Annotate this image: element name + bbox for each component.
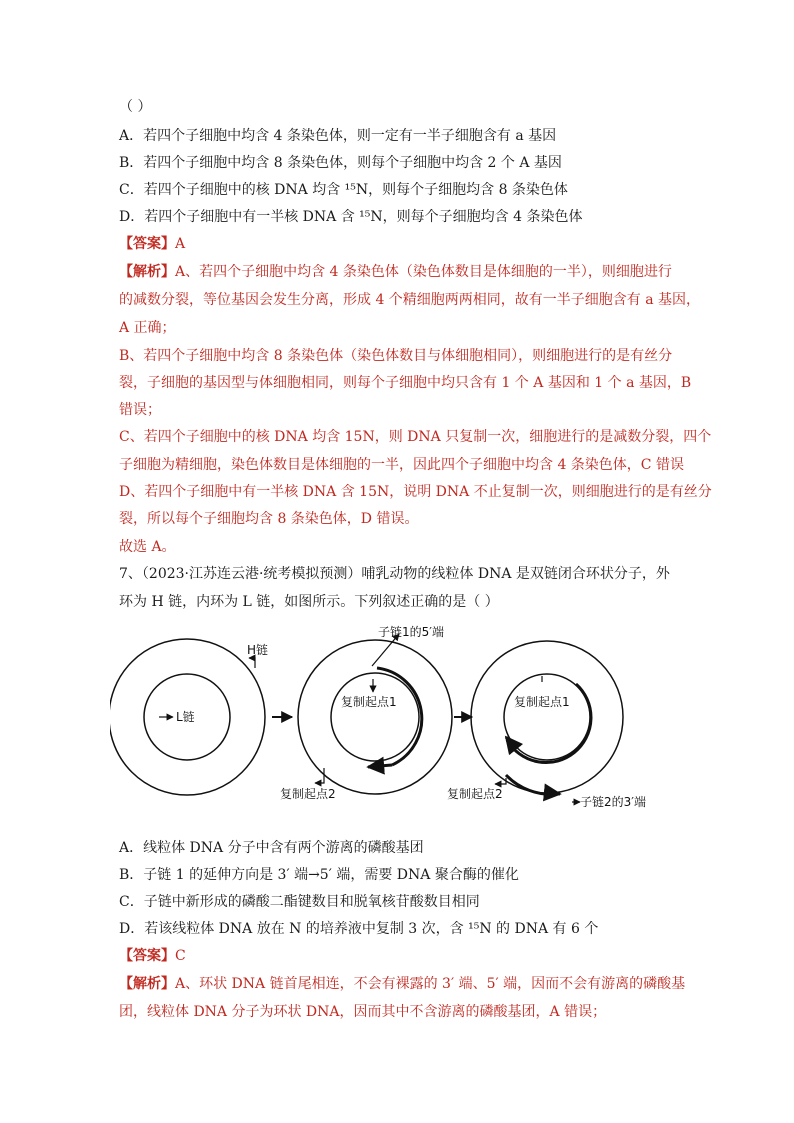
q7-stem-line2: 环为 H 链，内环为 L 链，如图所示。下列叙述正确的是（ ） [119, 594, 499, 610]
q6-analysis-line: C、若四个子细胞中的核 DNA 均含 15N，则 DNA 只复制一次，细胞进行的是减数分裂，四个 [119, 429, 712, 445]
h-chain-label: H链 [247, 643, 269, 657]
q6-option-b: B．若四个子细胞中均含 8 条染色体，则每个子细胞中均含 2 个 A 基因 [119, 155, 562, 171]
analysis-label: 【解析】 [119, 264, 175, 280]
q6-analysis-line: 裂，子细胞的基因型与体细胞相同，则每个子细胞中均只含有 1 个 A 基因和 1 个 a 基因，B [119, 375, 692, 391]
q7-analysis-line [119, 974, 685, 994]
l-chain-circle-2 [331, 673, 419, 761]
origin1-label: 复制起点1 [341, 695, 397, 709]
q7-option-b: B．子链 1 的延伸方向是 3′ 端→5′ 端，需要 DNA 聚合酶的催化 [119, 867, 519, 883]
q6-analysis-line: B、若四个子细胞中均含 8 条染色体（染色体数目与体细胞相同），则细胞进行的是有丝分 [119, 348, 673, 364]
q6-option-c: C．若四个子细胞中的核 DNA 均含 ¹⁵N，则每个子细胞均含 8 条染色体 [119, 182, 568, 198]
q6-option-a: A．若四个子细胞中均含 4 条染色体，则一定有一半子细胞含有 a 基因 [119, 128, 557, 144]
h-chain-circle-3 [471, 641, 623, 793]
chain2-3end-label: 子链2的3′端 [580, 795, 646, 809]
q6-analysis-line: D、若四个子细胞中有一半核 DNA 含 15N，说明 DNA 不止复制一次，则细胞进行的是有丝分 [119, 484, 712, 500]
q6-conclusion: 故选 A。 [119, 539, 176, 555]
q6-option-d: D．若四个子细胞中有一半核 DNA 含 ¹⁵N，则每个子细胞均含 4 条染色体 [119, 209, 583, 225]
chain1-5end-label: 子链1的5′端 [378, 625, 444, 639]
q7-analysis-line: 团，线粒体 DNA 分子为环状 DNA，因而其中不含游离的磷酸基团，A 错误； [119, 1004, 607, 1020]
q6-answer [119, 234, 185, 254]
l-chain-label: L链 [176, 710, 195, 724]
q7-option-c: C．子链中新形成的磷酸二酯键数目和脱氧核苷酸数目相同 [119, 894, 480, 910]
q7-answer [119, 946, 186, 966]
q7-option-d: D．若该线粒体 DNA 放在 N 的培养液中复制 3 次，含 ¹⁵N 的 DNA 有 6 个 [119, 921, 599, 937]
q6-analysis-line: 裂，所以每个子细胞均含 8 条染色体，D 错误。 [119, 511, 419, 527]
mtdna-replication-figure [110, 620, 690, 835]
q7-option-a: A．线粒体 DNA 分子中含有两个游离的磷酸基团 [119, 840, 424, 856]
origin2-label: 复制起点2 [280, 787, 336, 801]
q6-stem-tail: （ ） [119, 99, 152, 115]
daughter-chain-1-head [368, 765, 392, 767]
daughter-chain-2-head [550, 793, 560, 794]
answer-label: 【答案】 [119, 236, 175, 252]
analysis-text: A、环状 DNA 链首尾相连，不会有裸露的 3′ 端、5′ 端，因而不会有游离的磷酸基 [175, 976, 686, 992]
q6-analysis-line: 子细胞为精细胞，染色体数目是体细胞的一半，因此四个子细胞中均含 4 条染色体，C 错误 [119, 457, 684, 473]
q6-analysis-line: A 正确； [119, 320, 176, 336]
h-pointer-arrow [249, 658, 255, 668]
q6-analysis-line [119, 262, 672, 282]
answer-value: C [175, 948, 186, 964]
daughter-chain-1 [377, 668, 422, 765]
q6-analysis-line: 的减数分裂，等位基因会发生分离，形成 4 个精细胞两两相同，故有一半子细胞含有 a 基因， [119, 292, 701, 308]
origin1b-label: 复制起点1 [514, 695, 570, 709]
analysis-label: 【解析】 [119, 976, 175, 992]
answer-value: A [175, 236, 186, 252]
analysis-text: A、若四个子细胞中均含 4 条染色体（染色体数目是体细胞的一半），则细胞进行 [175, 264, 672, 280]
answer-label: 【答案】 [119, 948, 175, 964]
q6-analysis-line: 错误； [119, 402, 161, 418]
origin2b-pointer [495, 778, 506, 784]
q7-stem-line1: 7、（2023·江苏连云港·统考模拟预测）哺乳动物的线粒体 DNA 是双链闭合环状分子，外 [119, 566, 670, 582]
origin2b-label: 复制起点2 [447, 787, 503, 801]
figure-svg [110, 620, 690, 835]
